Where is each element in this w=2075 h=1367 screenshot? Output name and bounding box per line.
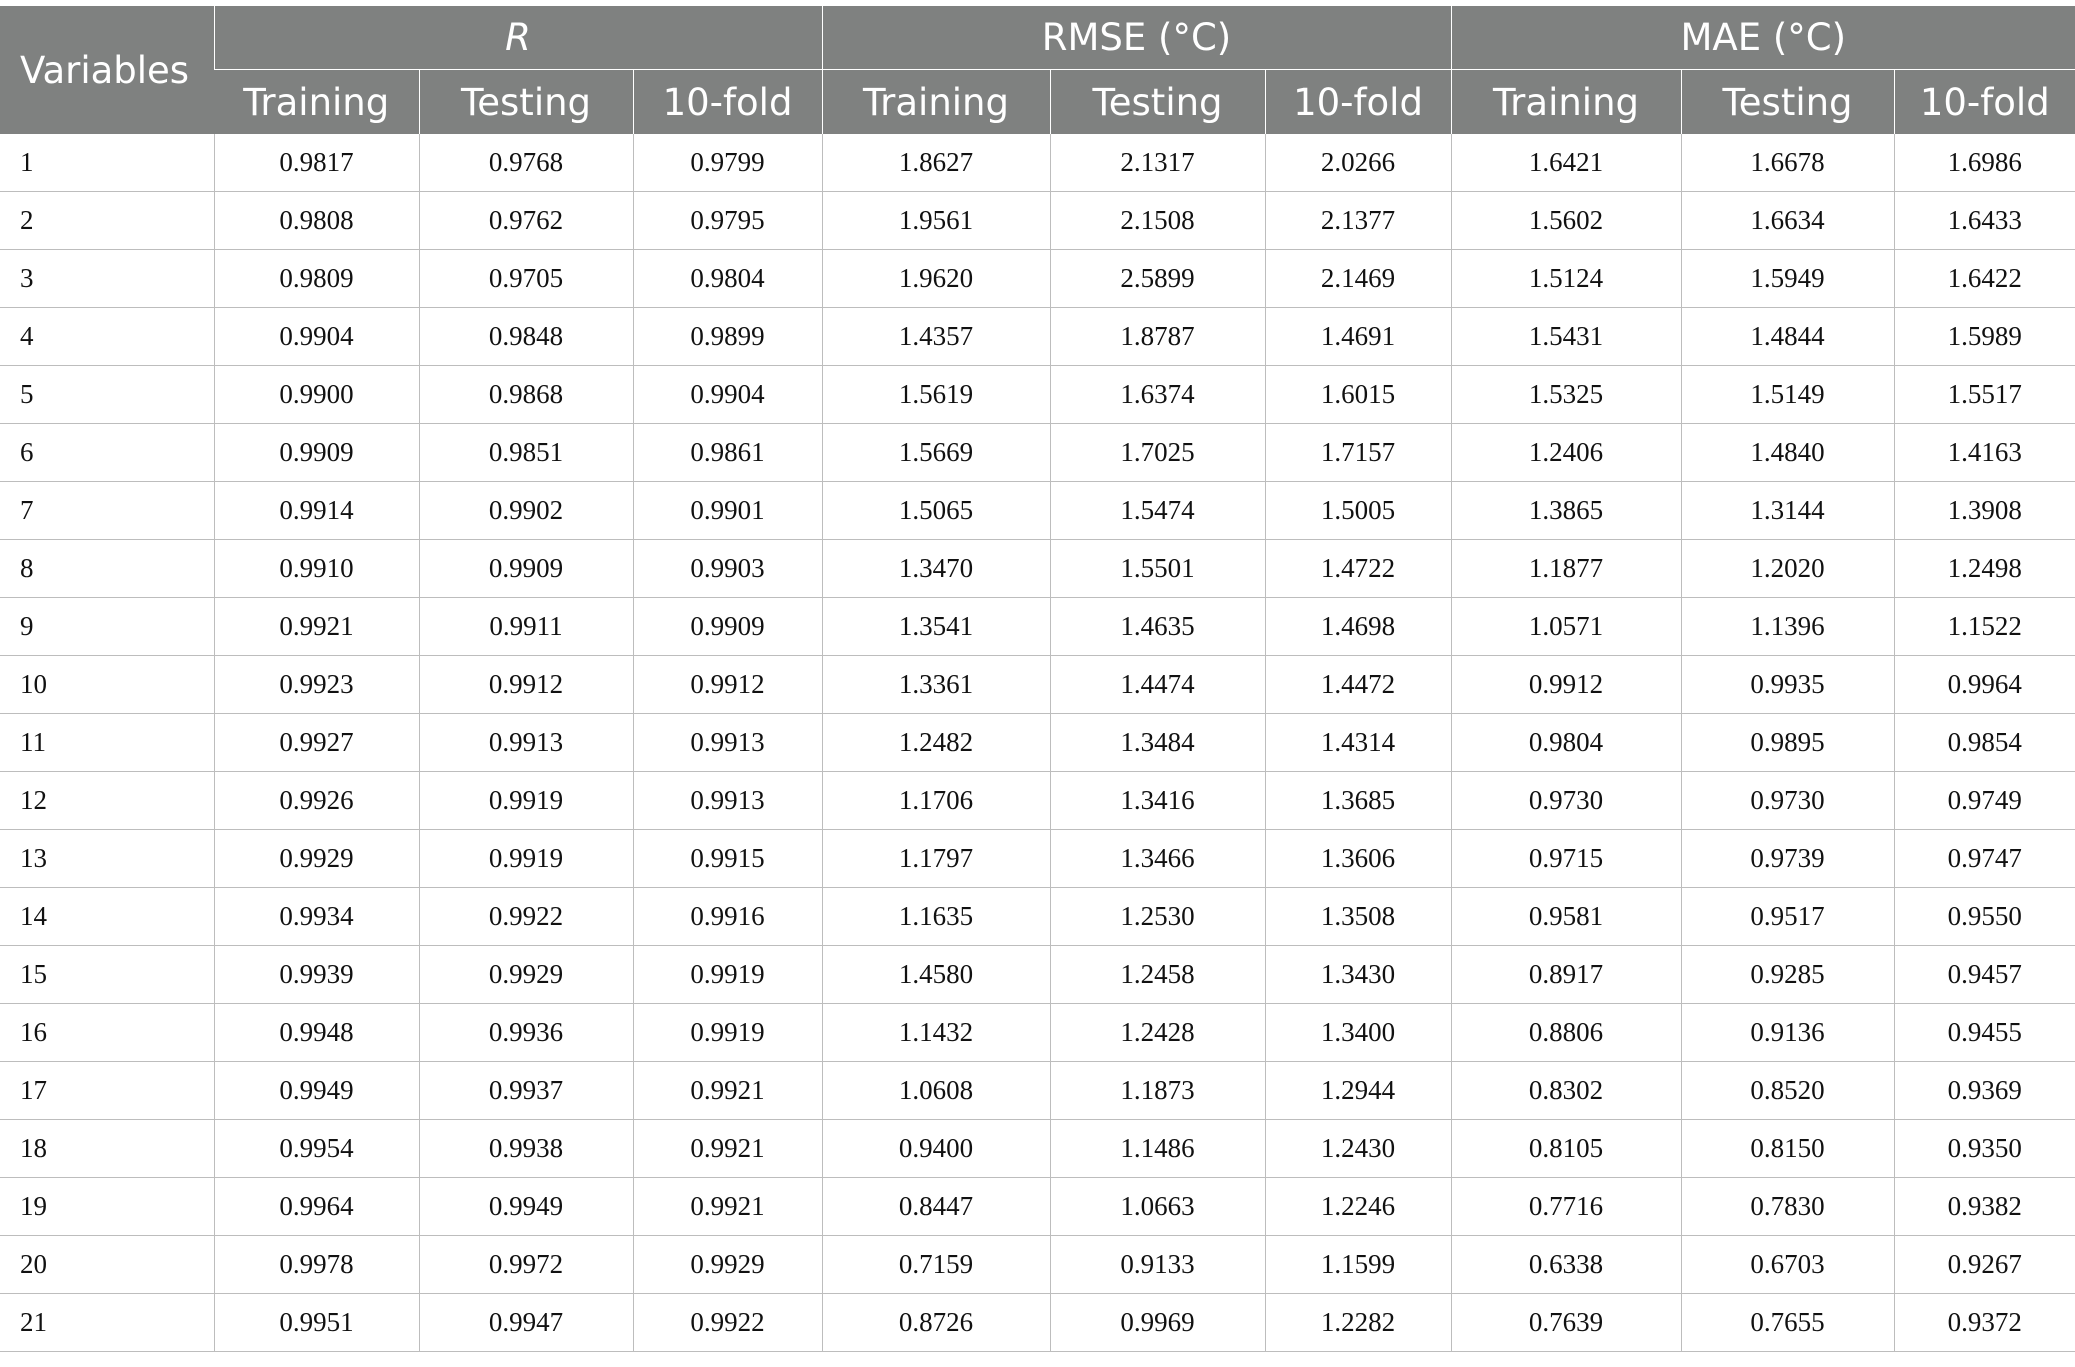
cell-mae-training: 1.3865	[1451, 482, 1681, 540]
cell-mae-training: 1.2406	[1451, 424, 1681, 482]
table-row	[0, 656, 2075, 714]
cell-r-10-fold: 0.9929	[633, 1236, 822, 1294]
cell-r-testing: 0.9949	[419, 1178, 633, 1236]
cell-mae-testing: 0.8150	[1681, 1120, 1894, 1178]
cell-r-10-fold: 0.9916	[633, 888, 822, 946]
cell-r-testing: 0.9919	[419, 772, 633, 830]
cell-r-10-fold: 0.9919	[633, 1004, 822, 1062]
cell-mae-10-fold: 0.9382	[1894, 1178, 2075, 1236]
cell-r-10-fold: 0.9804	[633, 250, 822, 308]
cell-rmse-testing: 2.1508	[1050, 192, 1265, 250]
cell-mae-10-fold: 1.6433	[1894, 192, 2075, 250]
cell-r-training: 0.9939	[214, 946, 419, 1004]
cell-rmse-testing: 1.7025	[1050, 424, 1265, 482]
cell-rmse-10-fold: 2.1377	[1265, 192, 1451, 250]
cell-mae-10-fold: 1.6986	[1894, 134, 2075, 192]
cell-r-10-fold: 0.9901	[633, 482, 822, 540]
cell-r-training: 0.9914	[214, 482, 419, 540]
cell-rmse-training: 0.8726	[822, 1294, 1050, 1352]
cell-variables: 3	[0, 250, 214, 308]
cell-r-training: 0.9904	[214, 308, 419, 366]
cell-r-training: 0.9817	[214, 134, 419, 192]
cell-rmse-training: 1.3541	[822, 598, 1050, 656]
subheader-testing: Testing	[419, 70, 633, 135]
table-row	[0, 192, 2075, 250]
cell-variables: 18	[0, 1120, 214, 1178]
cell-r-testing: 0.9909	[419, 540, 633, 598]
cell-rmse-testing: 2.1317	[1050, 134, 1265, 192]
cell-rmse-10-fold: 1.4691	[1265, 308, 1451, 366]
cell-rmse-training: 1.8627	[822, 134, 1050, 192]
subheader-training: Training	[1451, 70, 1681, 135]
cell-rmse-10-fold: 1.3400	[1265, 1004, 1451, 1062]
cell-rmse-testing: 1.2458	[1050, 946, 1265, 1004]
cell-mae-training: 1.0571	[1451, 598, 1681, 656]
cell-rmse-training: 1.0608	[822, 1062, 1050, 1120]
cell-rmse-training: 0.8447	[822, 1178, 1050, 1236]
subheader-training: Training	[822, 70, 1050, 135]
cell-mae-10-fold: 0.9372	[1894, 1294, 2075, 1352]
table-row	[0, 1178, 2075, 1236]
cell-mae-testing: 1.4840	[1681, 424, 1894, 482]
cell-mae-10-fold: 0.9749	[1894, 772, 2075, 830]
cell-rmse-testing: 0.9969	[1050, 1294, 1265, 1352]
cell-mae-testing: 1.5149	[1681, 366, 1894, 424]
table-row	[0, 250, 2075, 308]
table-row	[0, 540, 2075, 598]
cell-rmse-10-fold: 1.3430	[1265, 946, 1451, 1004]
cell-variables: 5	[0, 366, 214, 424]
cell-rmse-testing: 1.3416	[1050, 772, 1265, 830]
cell-rmse-training: 1.4580	[822, 946, 1050, 1004]
table-row	[0, 946, 2075, 1004]
cell-rmse-testing: 1.1486	[1050, 1120, 1265, 1178]
cell-rmse-testing: 1.5501	[1050, 540, 1265, 598]
cell-mae-training: 0.7639	[1451, 1294, 1681, 1352]
cell-mae-training: 1.5325	[1451, 366, 1681, 424]
cell-variables: 15	[0, 946, 214, 1004]
cell-r-10-fold: 0.9795	[633, 192, 822, 250]
cell-rmse-testing: 1.4635	[1050, 598, 1265, 656]
cell-variables: 7	[0, 482, 214, 540]
group-header-row	[0, 6, 2075, 70]
cell-rmse-training: 1.5669	[822, 424, 1050, 482]
cell-mae-10-fold: 1.5989	[1894, 308, 2075, 366]
cell-mae-10-fold: 0.9455	[1894, 1004, 2075, 1062]
cell-r-testing: 0.9936	[419, 1004, 633, 1062]
group-header-rmse: RMSE (°C)	[822, 6, 1451, 70]
cell-rmse-testing: 1.1873	[1050, 1062, 1265, 1120]
cell-r-10-fold: 0.9922	[633, 1294, 822, 1352]
cell-mae-testing: 1.6678	[1681, 134, 1894, 192]
cell-mae-testing: 0.7655	[1681, 1294, 1894, 1352]
cell-rmse-testing: 1.3484	[1050, 714, 1265, 772]
cell-r-testing: 0.9911	[419, 598, 633, 656]
cell-mae-testing: 0.7830	[1681, 1178, 1894, 1236]
cell-r-10-fold: 0.9913	[633, 772, 822, 830]
cell-r-training: 0.9921	[214, 598, 419, 656]
cell-rmse-training: 1.9620	[822, 250, 1050, 308]
cell-r-training: 0.9964	[214, 1178, 419, 1236]
cell-mae-testing: 0.9895	[1681, 714, 1894, 772]
subheader-10-fold: 10-fold	[1265, 70, 1451, 135]
cell-r-testing: 0.9938	[419, 1120, 633, 1178]
cell-mae-training: 1.6421	[1451, 134, 1681, 192]
cell-variables: 12	[0, 772, 214, 830]
cell-r-10-fold: 0.9913	[633, 714, 822, 772]
cell-variables: 16	[0, 1004, 214, 1062]
cell-r-10-fold: 0.9921	[633, 1178, 822, 1236]
cell-mae-training: 0.9730	[1451, 772, 1681, 830]
cell-r-testing: 0.9851	[419, 424, 633, 482]
cell-mae-10-fold: 1.2498	[1894, 540, 2075, 598]
cell-mae-10-fold: 1.4163	[1894, 424, 2075, 482]
table-row	[0, 482, 2075, 540]
cell-variables: 17	[0, 1062, 214, 1120]
cell-mae-10-fold: 1.1522	[1894, 598, 2075, 656]
cell-mae-testing: 0.9935	[1681, 656, 1894, 714]
cell-r-training: 0.9927	[214, 714, 419, 772]
cell-rmse-testing: 2.5899	[1050, 250, 1265, 308]
cell-rmse-10-fold: 1.2282	[1265, 1294, 1451, 1352]
cell-r-training: 0.9926	[214, 772, 419, 830]
subheader-training: Training	[214, 70, 419, 135]
cell-mae-training: 1.5431	[1451, 308, 1681, 366]
table-row	[0, 1062, 2075, 1120]
cell-rmse-training: 1.3361	[822, 656, 1050, 714]
cell-variables: 19	[0, 1178, 214, 1236]
subheader-testing: Testing	[1681, 70, 1894, 135]
cell-rmse-training: 0.9400	[822, 1120, 1050, 1178]
subheader-10-fold: 10-fold	[1894, 70, 2075, 135]
cell-rmse-10-fold: 1.2430	[1265, 1120, 1451, 1178]
cell-r-training: 0.9808	[214, 192, 419, 250]
cell-mae-training: 1.5124	[1451, 250, 1681, 308]
cell-rmse-training: 0.7159	[822, 1236, 1050, 1294]
table-row	[0, 1236, 2075, 1294]
cell-r-training: 0.9929	[214, 830, 419, 888]
cell-r-testing: 0.9868	[419, 366, 633, 424]
subheader-row	[0, 70, 2075, 135]
cell-r-testing: 0.9705	[419, 250, 633, 308]
cell-variables: 9	[0, 598, 214, 656]
cell-mae-training: 1.5602	[1451, 192, 1681, 250]
cell-rmse-10-fold: 1.6015	[1265, 366, 1451, 424]
cell-variables: 4	[0, 308, 214, 366]
cell-r-testing: 0.9929	[419, 946, 633, 1004]
cell-r-training: 0.9900	[214, 366, 419, 424]
cell-rmse-training: 1.1432	[822, 1004, 1050, 1062]
cell-r-testing: 0.9848	[419, 308, 633, 366]
cell-rmse-training: 1.9561	[822, 192, 1050, 250]
cell-rmse-training: 1.1797	[822, 830, 1050, 888]
table-row	[0, 424, 2075, 482]
cell-rmse-testing: 1.4474	[1050, 656, 1265, 714]
cell-r-training: 0.9909	[214, 424, 419, 482]
cell-mae-testing: 0.6703	[1681, 1236, 1894, 1294]
cell-rmse-training: 1.2482	[822, 714, 1050, 772]
cell-r-training: 0.9910	[214, 540, 419, 598]
cell-rmse-testing: 0.9133	[1050, 1236, 1265, 1294]
cell-mae-testing: 0.8520	[1681, 1062, 1894, 1120]
cell-r-testing: 0.9972	[419, 1236, 633, 1294]
cell-mae-training: 0.8302	[1451, 1062, 1681, 1120]
cell-rmse-training: 1.5619	[822, 366, 1050, 424]
cell-r-testing: 0.9919	[419, 830, 633, 888]
cell-r-10-fold: 0.9903	[633, 540, 822, 598]
cell-r-testing: 0.9768	[419, 134, 633, 192]
cell-variables: 6	[0, 424, 214, 482]
cell-variables: 20	[0, 1236, 214, 1294]
cell-r-10-fold: 0.9909	[633, 598, 822, 656]
cell-variables: 14	[0, 888, 214, 946]
cell-variables: 11	[0, 714, 214, 772]
cell-mae-training: 0.8105	[1451, 1120, 1681, 1178]
cell-rmse-10-fold: 1.3606	[1265, 830, 1451, 888]
cell-r-training: 0.9948	[214, 1004, 419, 1062]
table-body	[0, 134, 2075, 1352]
cell-mae-training: 0.9715	[1451, 830, 1681, 888]
cell-mae-testing: 0.9739	[1681, 830, 1894, 888]
cell-mae-10-fold: 0.9350	[1894, 1120, 2075, 1178]
cell-variables: 10	[0, 656, 214, 714]
cell-r-10-fold: 0.9899	[633, 308, 822, 366]
cell-r-testing: 0.9912	[419, 656, 633, 714]
cell-mae-training: 0.9912	[1451, 656, 1681, 714]
cell-mae-training: 1.1877	[1451, 540, 1681, 598]
cell-mae-testing: 0.9136	[1681, 1004, 1894, 1062]
cell-mae-10-fold: 1.6422	[1894, 250, 2075, 308]
cell-rmse-10-fold: 1.3685	[1265, 772, 1451, 830]
cell-r-10-fold: 0.9919	[633, 946, 822, 1004]
cell-rmse-10-fold: 1.4698	[1265, 598, 1451, 656]
cell-mae-testing: 0.9730	[1681, 772, 1894, 830]
cell-r-training: 0.9951	[214, 1294, 419, 1352]
cell-rmse-training: 1.1706	[822, 772, 1050, 830]
subheader-10-fold: 10-fold	[633, 70, 822, 135]
cell-r-training: 0.9949	[214, 1062, 419, 1120]
cell-rmse-10-fold: 1.4314	[1265, 714, 1451, 772]
table-row	[0, 1294, 2075, 1352]
cell-rmse-testing: 1.0663	[1050, 1178, 1265, 1236]
table-row	[0, 134, 2075, 192]
cell-mae-10-fold: 0.9747	[1894, 830, 2075, 888]
cell-mae-10-fold: 0.9854	[1894, 714, 2075, 772]
cell-rmse-10-fold: 2.1469	[1265, 250, 1451, 308]
cell-r-testing: 0.9937	[419, 1062, 633, 1120]
cell-mae-training: 0.6338	[1451, 1236, 1681, 1294]
cell-r-10-fold: 0.9921	[633, 1062, 822, 1120]
cell-r-training: 0.9954	[214, 1120, 419, 1178]
cell-variables: 1	[0, 134, 214, 192]
results-table	[0, 6, 2075, 1352]
table-header	[0, 6, 2075, 134]
cell-mae-10-fold: 0.9550	[1894, 888, 2075, 946]
cell-mae-10-fold: 0.9457	[1894, 946, 2075, 1004]
cell-r-10-fold: 0.9799	[633, 134, 822, 192]
cell-rmse-10-fold: 1.4722	[1265, 540, 1451, 598]
cell-r-10-fold: 0.9921	[633, 1120, 822, 1178]
cell-rmse-testing: 1.8787	[1050, 308, 1265, 366]
cell-r-testing: 0.9947	[419, 1294, 633, 1352]
cell-mae-training: 0.7716	[1451, 1178, 1681, 1236]
cell-r-testing: 0.9762	[419, 192, 633, 250]
cell-mae-testing: 0.9517	[1681, 888, 1894, 946]
cell-r-testing: 0.9913	[419, 714, 633, 772]
cell-mae-10-fold: 1.3908	[1894, 482, 2075, 540]
cell-mae-10-fold: 0.9964	[1894, 656, 2075, 714]
cell-r-10-fold: 0.9915	[633, 830, 822, 888]
cell-rmse-testing: 1.3466	[1050, 830, 1265, 888]
cell-rmse-training: 1.3470	[822, 540, 1050, 598]
cell-mae-testing: 1.6634	[1681, 192, 1894, 250]
cell-mae-10-fold: 0.9369	[1894, 1062, 2075, 1120]
cell-rmse-10-fold: 1.5005	[1265, 482, 1451, 540]
cell-rmse-training: 1.5065	[822, 482, 1050, 540]
cell-rmse-training: 1.4357	[822, 308, 1050, 366]
cell-mae-training: 0.8917	[1451, 946, 1681, 1004]
subheader-testing: Testing	[1050, 70, 1265, 135]
table-row	[0, 598, 2075, 656]
cell-rmse-10-fold: 1.3508	[1265, 888, 1451, 946]
cell-variables: 8	[0, 540, 214, 598]
cell-mae-testing: 1.1396	[1681, 598, 1894, 656]
table-row	[0, 308, 2075, 366]
cell-r-training: 0.9934	[214, 888, 419, 946]
cell-r-training: 0.9923	[214, 656, 419, 714]
cell-mae-testing: 1.2020	[1681, 540, 1894, 598]
cell-rmse-10-fold: 1.1599	[1265, 1236, 1451, 1294]
cell-mae-training: 0.9581	[1451, 888, 1681, 946]
cell-r-10-fold: 0.9861	[633, 424, 822, 482]
cell-mae-training: 0.8806	[1451, 1004, 1681, 1062]
cell-r-training: 0.9809	[214, 250, 419, 308]
cell-rmse-testing: 1.5474	[1050, 482, 1265, 540]
table-row	[0, 1004, 2075, 1062]
table-row	[0, 888, 2075, 946]
cell-mae-training: 0.9804	[1451, 714, 1681, 772]
table-row	[0, 772, 2075, 830]
cell-rmse-10-fold: 1.2246	[1265, 1178, 1451, 1236]
cell-rmse-training: 1.1635	[822, 888, 1050, 946]
variables-header: Variables	[0, 6, 214, 134]
cell-variables: 21	[0, 1294, 214, 1352]
cell-mae-testing: 1.3144	[1681, 482, 1894, 540]
table-row	[0, 714, 2075, 772]
cell-variables: 2	[0, 192, 214, 250]
cell-rmse-10-fold: 2.0266	[1265, 134, 1451, 192]
cell-variables: 13	[0, 830, 214, 888]
cell-rmse-10-fold: 1.7157	[1265, 424, 1451, 482]
cell-mae-testing: 1.4844	[1681, 308, 1894, 366]
cell-mae-testing: 1.5949	[1681, 250, 1894, 308]
cell-rmse-testing: 1.2428	[1050, 1004, 1265, 1062]
cell-rmse-testing: 1.6374	[1050, 366, 1265, 424]
cell-rmse-10-fold: 1.4472	[1265, 656, 1451, 714]
cell-rmse-10-fold: 1.2944	[1265, 1062, 1451, 1120]
cell-mae-10-fold: 1.5517	[1894, 366, 2075, 424]
cell-rmse-testing: 1.2530	[1050, 888, 1265, 946]
cell-r-testing: 0.9902	[419, 482, 633, 540]
table-row	[0, 366, 2075, 424]
table-row	[0, 1120, 2075, 1178]
table-row	[0, 830, 2075, 888]
cell-r-training: 0.9978	[214, 1236, 419, 1294]
cell-mae-testing: 0.9285	[1681, 946, 1894, 1004]
cell-r-10-fold: 0.9904	[633, 366, 822, 424]
cell-r-10-fold: 0.9912	[633, 656, 822, 714]
cell-r-testing: 0.9922	[419, 888, 633, 946]
cell-mae-10-fold: 0.9267	[1894, 1236, 2075, 1294]
group-header-mae: MAE (°C)	[1451, 6, 2075, 70]
group-header-r: R	[214, 6, 822, 70]
